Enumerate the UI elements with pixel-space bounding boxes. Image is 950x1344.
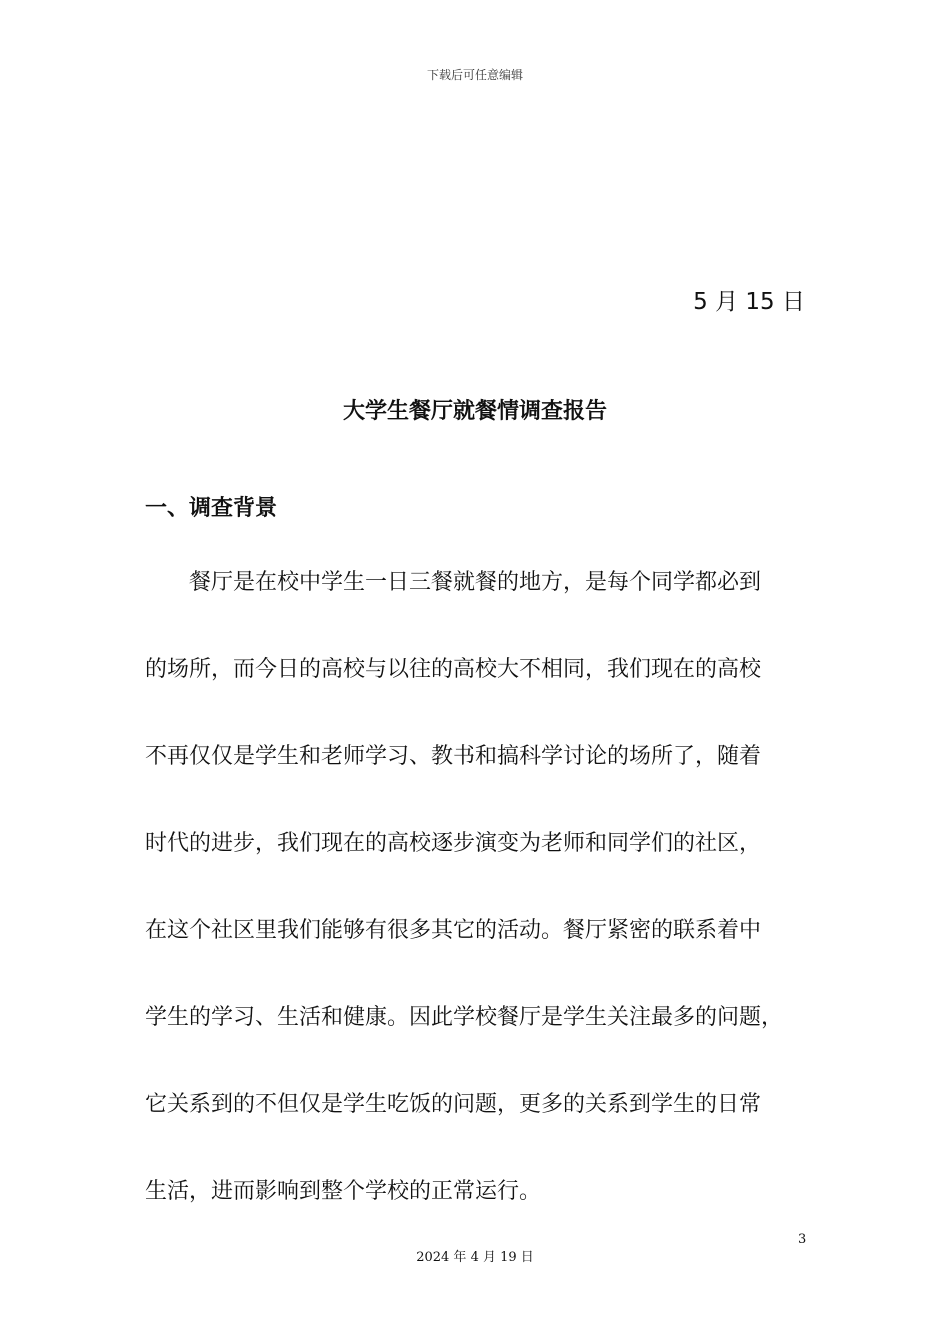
document-title: 大学生餐厅就餐情调查报告: [342, 399, 607, 424]
section-heading: 一、调查背景: [145, 496, 278, 521]
page-number: 3: [798, 1232, 807, 1247]
paragraph-line: 它关系到的不但仅是学生吃饭的问题，更多的关系到学生的日常: [145, 1092, 762, 1117]
paragraph-line: 生活，进而影响到整个学校的正常运行。: [145, 1179, 542, 1204]
paragraph-line: 餐厅是在校中学生一日三餐就餐的地方，是每个同学都必到: [189, 570, 762, 595]
paragraph-line: 在这个社区里我们能够有很多其它的活动。餐厅紧密的联系着中: [145, 918, 762, 943]
paragraph-line: 时代的进步，我们现在的高校逐步演变为老师和同学们的社区，: [145, 831, 762, 856]
date-line: 5 月 15 日: [693, 289, 805, 315]
paragraph-line: 学生的学习、生活和健康。因此学校餐厅是学生关注最多的问题，: [145, 1005, 784, 1030]
header-note: 下载后可任意编辑: [426, 68, 523, 82]
footer-date: 2024 年 4 月 19 日: [416, 1250, 534, 1265]
paragraph-line: 不再仅仅是学生和老师学习、教书和搞科学讨论的场所了，随着: [145, 744, 762, 769]
paragraph-line: 的场所，而今日的高校与以往的高校大不相同，我们现在的高校: [145, 657, 762, 682]
